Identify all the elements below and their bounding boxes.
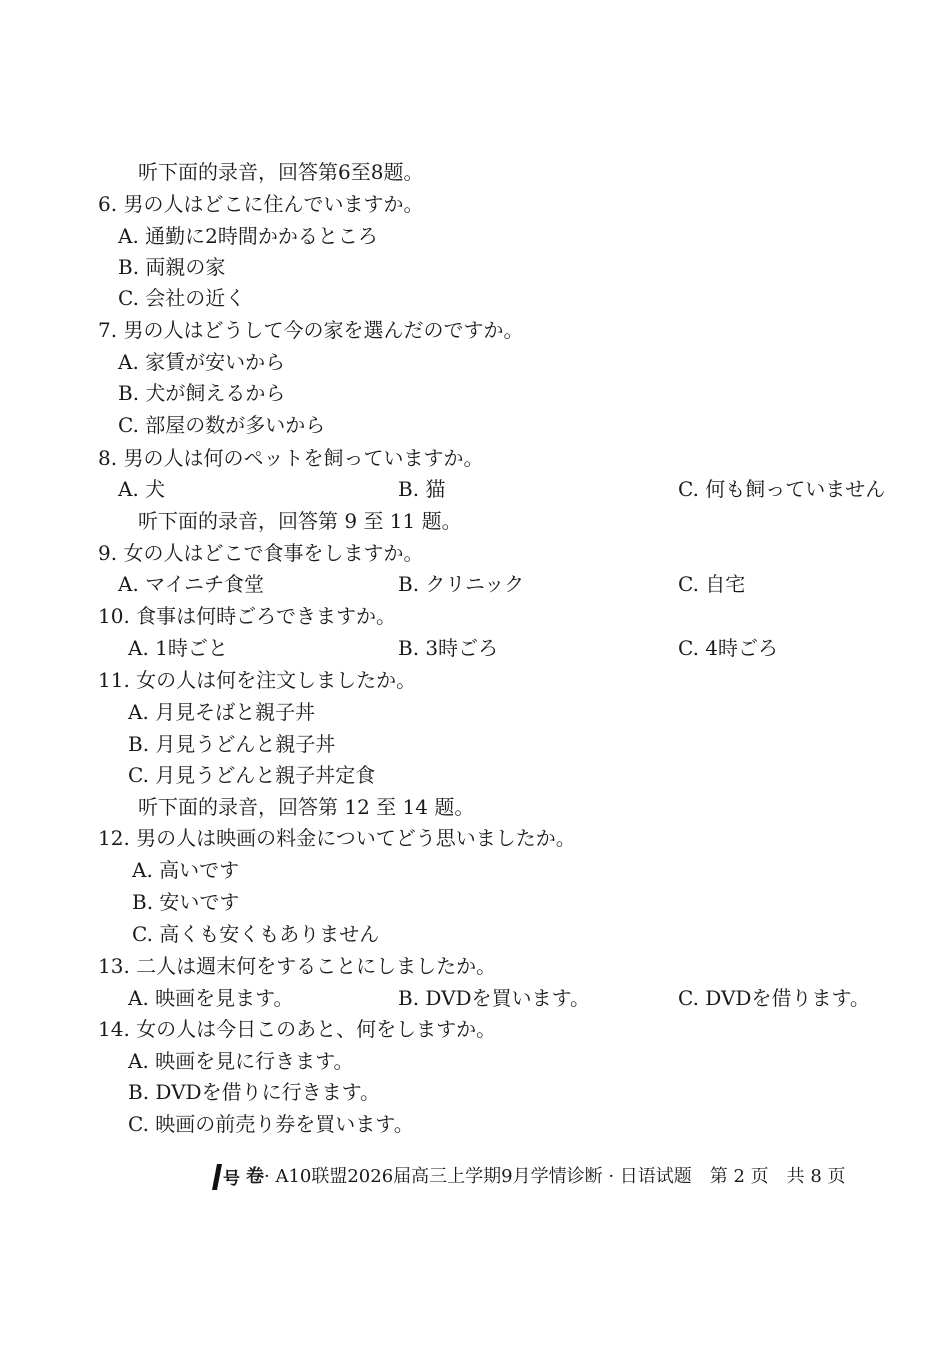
question-11: 11. 女の人は何を注文しましたか。	[98, 668, 417, 692]
page-footer	[210, 1162, 846, 1192]
question-6-option-a: A. 通勤に2時間かかるところ	[118, 224, 378, 248]
exam-series-logo	[210, 1162, 244, 1192]
question-11-option-c: C. 月見うどんと親子丼定食	[128, 763, 376, 787]
question-9-option-a: A. マイニチ食堂	[118, 572, 264, 596]
question-7: 7. 男の人はどうして今の家を選んだのですか。	[98, 318, 524, 342]
question-7-option-b: B. 犬が飼えるから	[118, 381, 286, 405]
question-13-option-c: C. DVDを借ります。	[678, 986, 870, 1010]
question-10-option-c: C. 4時ごろ	[678, 636, 779, 660]
exam-series-mark: 卷	[246, 1166, 264, 1187]
question-10-option-b: B. 3時ごろ	[398, 636, 499, 660]
question-11-option-a: A. 月見そばと親子丼	[128, 700, 316, 724]
question-9-option-b: B. クリニック	[398, 572, 525, 596]
section-instruction: 听下面的录音，回答第6至8题。	[138, 160, 424, 184]
question-9-option-c: C. 自宅	[678, 572, 746, 596]
question-6-option-c: C. 会社の近く	[118, 286, 246, 310]
question-12-option-a: A. 高いです	[132, 858, 240, 882]
question-7-option-a: A. 家賃が安いから	[118, 350, 286, 374]
question-13-option-a: A. 映画を見ます。	[128, 986, 294, 1010]
question-14-option-b: B. DVDを借りに行きます。	[128, 1080, 380, 1104]
section-instruction: 听下面的录音，回答第 9 至 11 题。	[138, 509, 462, 533]
question-13-option-b: B. DVDを買います。	[398, 986, 590, 1010]
question-6-option-b: B. 両親の家	[118, 255, 226, 279]
question-8: 8. 男の人は何のペットを飼っていますか。	[98, 446, 484, 470]
question-12-option-b: B. 安いです	[132, 890, 240, 914]
question-12-option-c: C. 高くも安くもありません	[132, 922, 380, 946]
svg-text:号: 号	[223, 1169, 240, 1189]
question-13: 13. 二人は週末何をすることにしましたか。	[98, 954, 497, 978]
section-instruction: 听下面的录音，回答第 12 至 14 题。	[138, 795, 475, 819]
question-8-option-c: C. 何も飼っていません	[678, 477, 886, 501]
question-10: 10. 食事は何時ごろできますか。	[98, 604, 396, 628]
question-12: 12. 男の人は映画の料金についてどう思いましたか。	[98, 826, 576, 850]
question-7-option-c: C. 部屋の数が多いから	[118, 413, 326, 437]
question-9: 9. 女の人はどこで食事をしますか。	[98, 541, 424, 565]
question-10-option-a: A. 1時ごと	[128, 636, 228, 660]
question-11-option-b: B. 月見うどんと親子丼	[128, 732, 336, 756]
question-8-option-b: B. 猫	[398, 477, 446, 501]
question-14-option-c: C. 映画の前売り券を買います。	[128, 1112, 414, 1136]
footer-text: · A10联盟2026届高三上学期9月学情诊断 · 日语试题 第 2 页 共 8 页	[264, 1166, 846, 1187]
question-6: 6. 男の人はどこに住んでいますか。	[98, 192, 424, 216]
question-14-option-a: A. 映画を見に行きます。	[128, 1049, 354, 1073]
question-8-option-a: A. 犬	[118, 477, 166, 501]
question-14: 14. 女の人は今日このあと、何をしますか。	[98, 1017, 497, 1041]
